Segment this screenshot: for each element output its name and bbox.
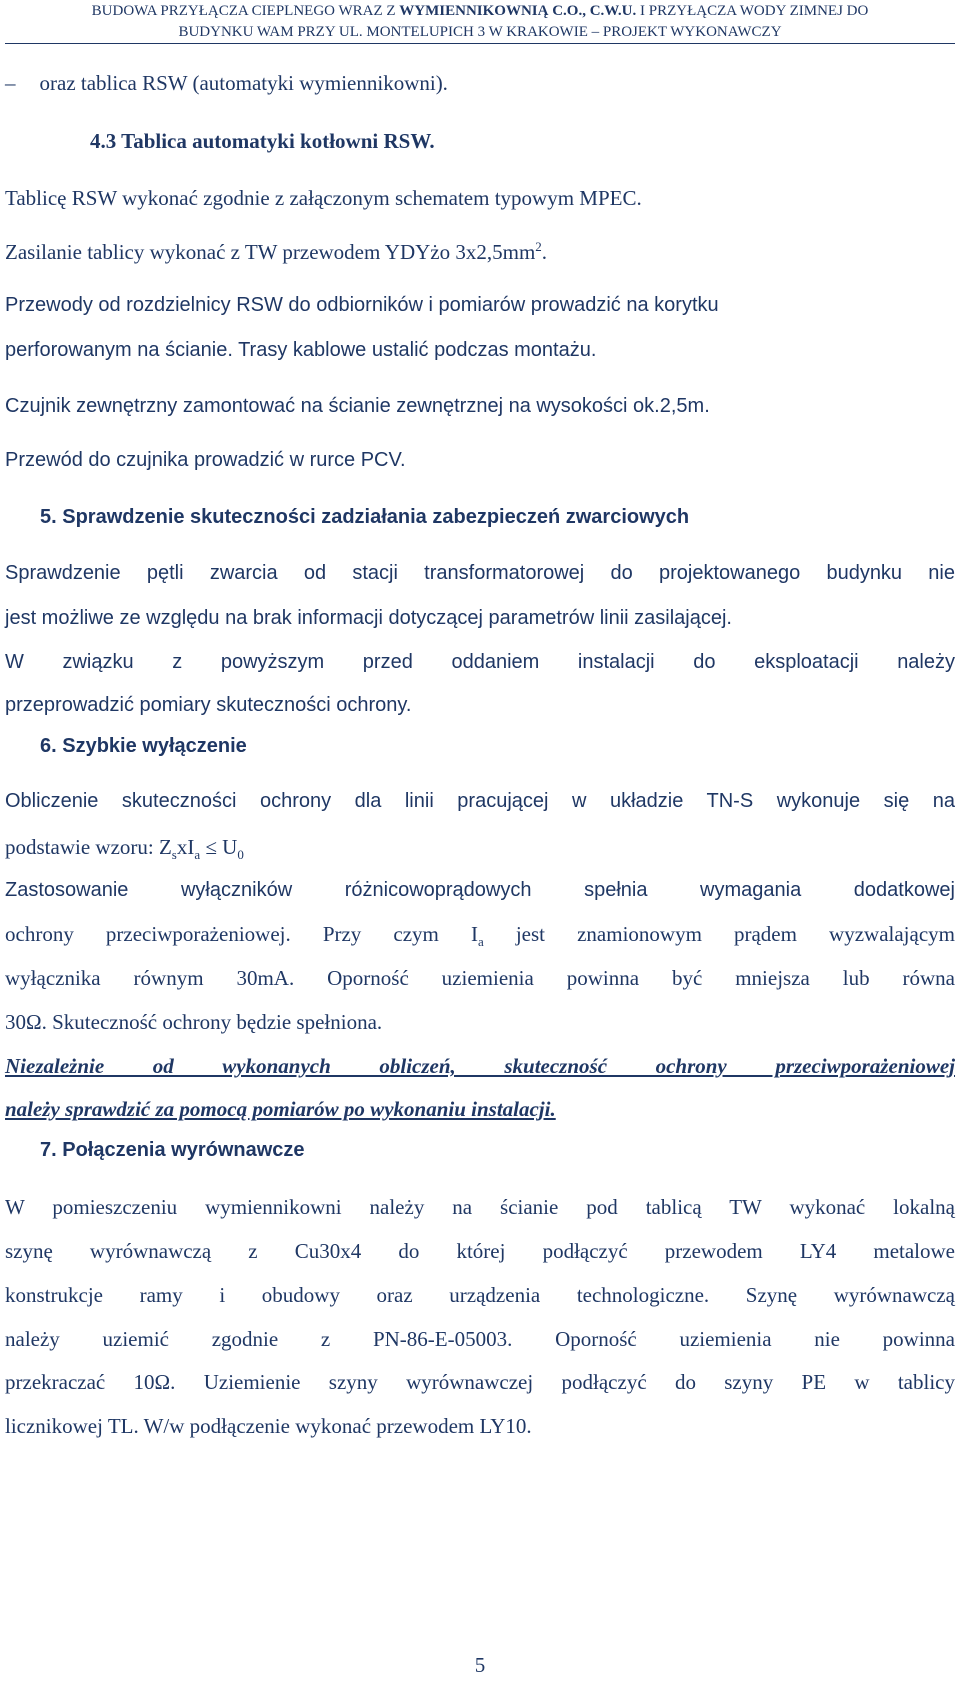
section-7-line-5: przekraczać 10Ω. Uziemienie szyny wyrównawczej podłączyć do szyny PE w tablicy [5, 1370, 955, 1394]
intro-item-text: oraz tablica RSW (automatyki wymiennikowni). [39, 71, 448, 95]
section-6-line-4 [5, 922, 955, 950]
section-7-line-2: szynę wyrównawczą z Cu30x4 do której podłączyć przewodem LY4 metalowe [5, 1239, 955, 1263]
line-text-a: ochrony przeciwporażeniowej. Przy czym I [5, 922, 478, 946]
section-7-line-6: licznikowej TL. W/w podłączenie wykonać przewodem LY10. [5, 1414, 532, 1438]
section-7-line-3: konstrukcje ramy i obudowy oraz urządzenia technologiczne. Szynę wyrównawczą [5, 1283, 955, 1307]
section-6-line-1: Obliczenie skuteczności ochrony dla linii pracującej w układzie TN-S wykonuje się na [5, 790, 955, 812]
intro-list-item [5, 71, 448, 96]
dash-bullet: – [5, 71, 16, 95]
section-6-formula-line [5, 835, 244, 863]
section-5-heading: 5. Sprawdzenie skuteczności zadziałania zabezpieczeń zwarciowych [40, 506, 690, 528]
section-4-3-line-5: Czujnik zewnętrzny zamontować na ścianie zewnętrznej na wysokości ok.2,5m. [5, 395, 710, 417]
section-4-3-line-4: perforowanym na ścianie. Trasy kablowe ustalić podczas montażu. [5, 339, 597, 361]
header-text-c: I PRZYŁĄCZA WODY ZIMNEJ DO [636, 3, 869, 19]
header-line-2: BUDYNKU WAM PRZY UL. MONTELUPICH 3 W KRAKOWIE – PROJEKT WYKONAWCZY [178, 24, 782, 40]
formula-prefix: podstawie wzoru: Z [5, 835, 172, 859]
section-4-3-line-2 [5, 239, 547, 265]
line-text: Zasilanie tablicy wykonać z TW przewodem YDYżo 3x2,5mm [5, 240, 536, 264]
subscript-s: s [171, 847, 177, 863]
section-6-line-3: Zastosowanie wyłączników różnicowoprądowych spełnia wymagania dodatkowej [5, 879, 955, 901]
section-5-line-1: Sprawdzenie pętli zwarcia od stacji transformatorowej do projektowanego budynku nie [5, 562, 955, 584]
section-6-line-5: wyłącznika równym 30mA. Oporność uziemienia powinna być mniejsza lub równa [5, 966, 955, 990]
section-5-line-4: przeprowadzić pomiary skuteczności ochrony. [5, 694, 412, 716]
document-header [5, 1, 955, 43]
line-text-b: jest znamionowym prądem wyzwalającym [483, 922, 955, 946]
header-text-b: WYMIENNIKOWNIĄ C.O., C.W.U. [399, 3, 637, 19]
section-6-line-6: 30Ω. Skuteczność ochrony będzie spełniona. [5, 1010, 383, 1034]
header-text-a: BUDOWA PRZYŁĄCZA CIEPLNEGO WRAZ Z [91, 3, 400, 19]
section-4-3-heading: 4.3 Tablica automatyki kotłowni RSW. [90, 129, 435, 153]
section-7-heading: 7. Połączenia wyrównawcze [40, 1139, 305, 1161]
section-7-line-1: W pomieszczeniu wymiennikowni należy na ścianie pod tablicą TW wykonać lokalną [5, 1195, 955, 1219]
header-line-1 [5, 1, 955, 22]
period: . [541, 240, 548, 264]
header-divider [5, 43, 955, 44]
section-5-line-3: W związku z powyższym przed oddaniem instalacji do eksploatacji należy [5, 651, 955, 673]
section-6-note-line-1: Niezależnie od wykonanych obliczeń, skuteczność ochrony przeciwporażeniowej [5, 1054, 955, 1078]
subscript-a: a [477, 934, 484, 950]
superscript: 2 [535, 239, 542, 254]
formula-mid: xI [176, 835, 195, 859]
subscript-0: 0 [237, 847, 244, 863]
section-6-note-line-2: należy sprawdzić za pomocą pomiarów po wykonaniu instalacji. [5, 1097, 556, 1121]
subscript-a: a [194, 847, 201, 863]
section-4-3-line-3: Przewody od rozdzielnicy RSW do odbiorników i pomiarów prowadzić na korytku [5, 294, 719, 316]
section-4-3-line-6: Przewód do czujnika prowadzić w rurce PCV. [5, 449, 406, 471]
section-4-3-line-1: Tablicę RSW wykonać zgodnie z załączonym schematem typowym MPEC. [5, 186, 642, 210]
section-7-line-4: należy uziemić zgodnie z PN-86-E-05003. Oporność uziemienia nie powinna [5, 1327, 955, 1351]
formula-le: ≤ U [200, 835, 238, 859]
section-6-heading: 6. Szybkie wyłączenie [40, 735, 247, 757]
page-number: 5 [474, 1653, 486, 1677]
section-5-line-2: jest możliwe ze względu na brak informacji dotyczącej parametrów linii zasilającej. [5, 607, 732, 629]
